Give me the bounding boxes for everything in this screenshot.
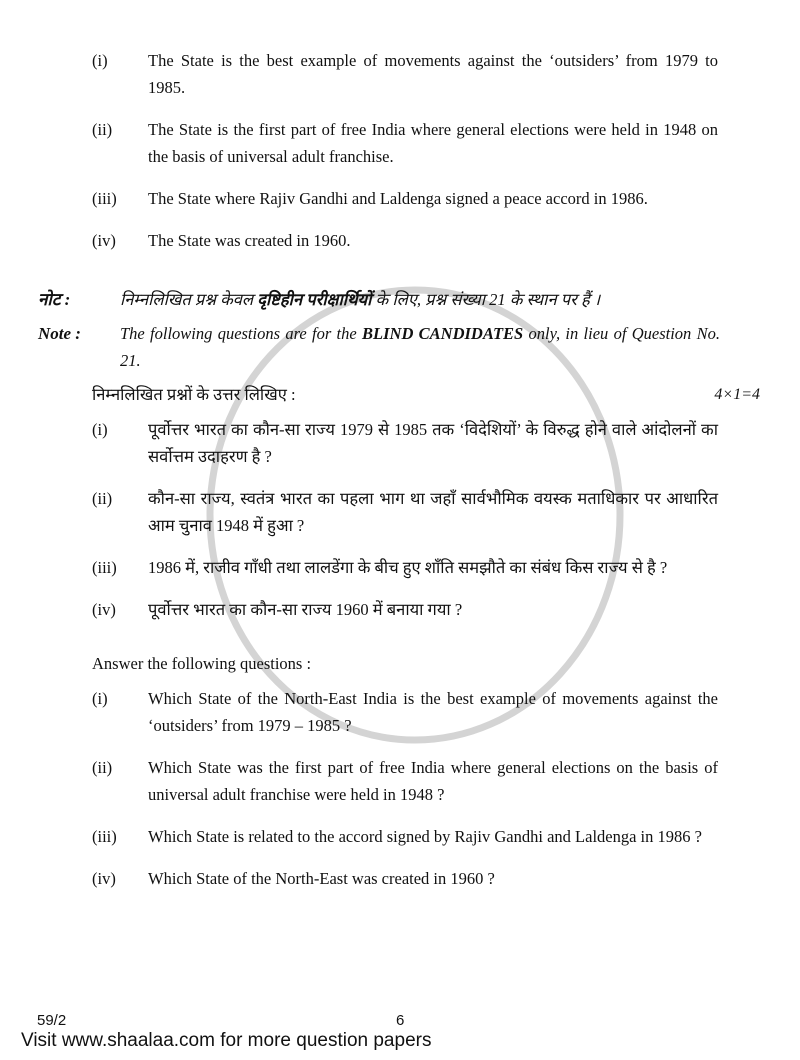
english-item xyxy=(92,823,800,850)
item-text: The State is the first part of free India where general elections were held in 1948 on the basis of universal adult franchise. xyxy=(148,120,718,166)
item-text: Which State of the North-East India is the best example of movements against the ‘outsiders’ from 1979 – 1985 ? xyxy=(148,689,718,735)
top-item xyxy=(92,116,800,170)
hindi-item xyxy=(92,485,800,539)
visit-link[interactable]: Visit www.shaalaa.com for more question papers xyxy=(21,1030,432,1051)
top-item xyxy=(92,185,800,212)
item-number: (ii) xyxy=(92,489,113,508)
note-hindi-bold: दृष्टिहीन परीक्षार्थियों xyxy=(257,290,372,309)
hindi-item xyxy=(92,596,800,623)
item-text: पूर्वोत्तर भारत का कौन-सा राज्य 1979 से 1985 तक ‘विदेशियों’ के विरुद्ध होने वाले आंदोलनों का सर्वोत्तम उदाहरण है ? xyxy=(148,420,718,466)
item-number: (iv) xyxy=(92,231,116,250)
english-item xyxy=(92,685,800,739)
item-number: (ii) xyxy=(92,120,113,139)
item-number: (i) xyxy=(92,689,108,708)
note-english-text-end: only, in lieu of Question No. 21. xyxy=(120,324,720,370)
content xyxy=(0,47,800,907)
marks: 4×1=4 xyxy=(714,386,760,403)
item-number: (iv) xyxy=(92,869,116,888)
item-number: (ii) xyxy=(92,758,113,777)
item-text: पूर्वोत्तर भारत का कौन-सा राज्य 1960 में बनाया गया ? xyxy=(148,600,463,619)
item-number: (i) xyxy=(92,420,108,439)
hindi-intro-row xyxy=(92,381,760,408)
note-english xyxy=(38,320,800,374)
english-intro: Answer the following questions : xyxy=(92,654,312,673)
item-text: Which State of the North-East was created in 1960 ? xyxy=(148,869,495,888)
item-text: कौन-सा राज्य, स्वतंत्र भारत का पहला भाग था जहाँ सार्वभौमिक वयस्क मताधिकार पर आधारित आम चुनाव 1948 में हुआ ? xyxy=(148,489,718,535)
hindi-item xyxy=(92,416,800,470)
item-number: (iv) xyxy=(92,600,116,619)
item-text: 1986 में, राजीव गाँधी तथा लालडेंगा के बीच हुए शाँति समझौते का संबंध किस राज्य से है ? xyxy=(148,558,668,577)
english-item xyxy=(92,754,800,808)
top-item xyxy=(92,227,800,254)
note-english-text: The following questions are for the xyxy=(120,324,363,343)
paper-code: 59/2 xyxy=(37,1012,67,1029)
top-item xyxy=(92,47,800,101)
item-number: (iii) xyxy=(92,189,117,208)
note-english-bold: BLIND CANDIDATES xyxy=(362,324,524,343)
item-text: The State where Rajiv Gandhi and Laldenga signed a peace accord in 1986. xyxy=(148,189,648,208)
note-hindi-text: निम्नलिखित प्रश्न केवल xyxy=(120,290,258,309)
note-hindi xyxy=(38,286,800,313)
hindi-item xyxy=(92,554,800,581)
item-text: The State is the best example of movements against the ‘outsiders’ from 1979 to 1985. xyxy=(148,51,718,97)
hindi-intro: निम्नलिखित प्रश्नों के उत्तर लिखिए : xyxy=(92,385,296,404)
note-hindi-text-end: के लिए, प्रश्न संख्या 21 के स्थान पर हैं । xyxy=(371,290,601,309)
english-item xyxy=(92,865,800,892)
item-text: Which State was the first part of free India where general elections on the basis of universal adult franchise were held in 1948 ? xyxy=(148,758,718,804)
footer-row xyxy=(0,1012,800,1030)
page-number: 6 xyxy=(396,1012,405,1029)
note-hindi-label: नोट : xyxy=(38,290,71,309)
item-number: (iii) xyxy=(92,558,117,577)
item-number: (iii) xyxy=(92,827,117,846)
english-intro-row xyxy=(92,650,760,677)
item-text: The State was created in 1960. xyxy=(148,231,351,250)
footer xyxy=(0,1012,800,1060)
note-english-label: Note : xyxy=(38,324,81,343)
item-number: (i) xyxy=(92,51,108,70)
item-text: Which State is related to the accord signed by Rajiv Gandhi and Laldenga in 1986 ? xyxy=(148,827,702,846)
